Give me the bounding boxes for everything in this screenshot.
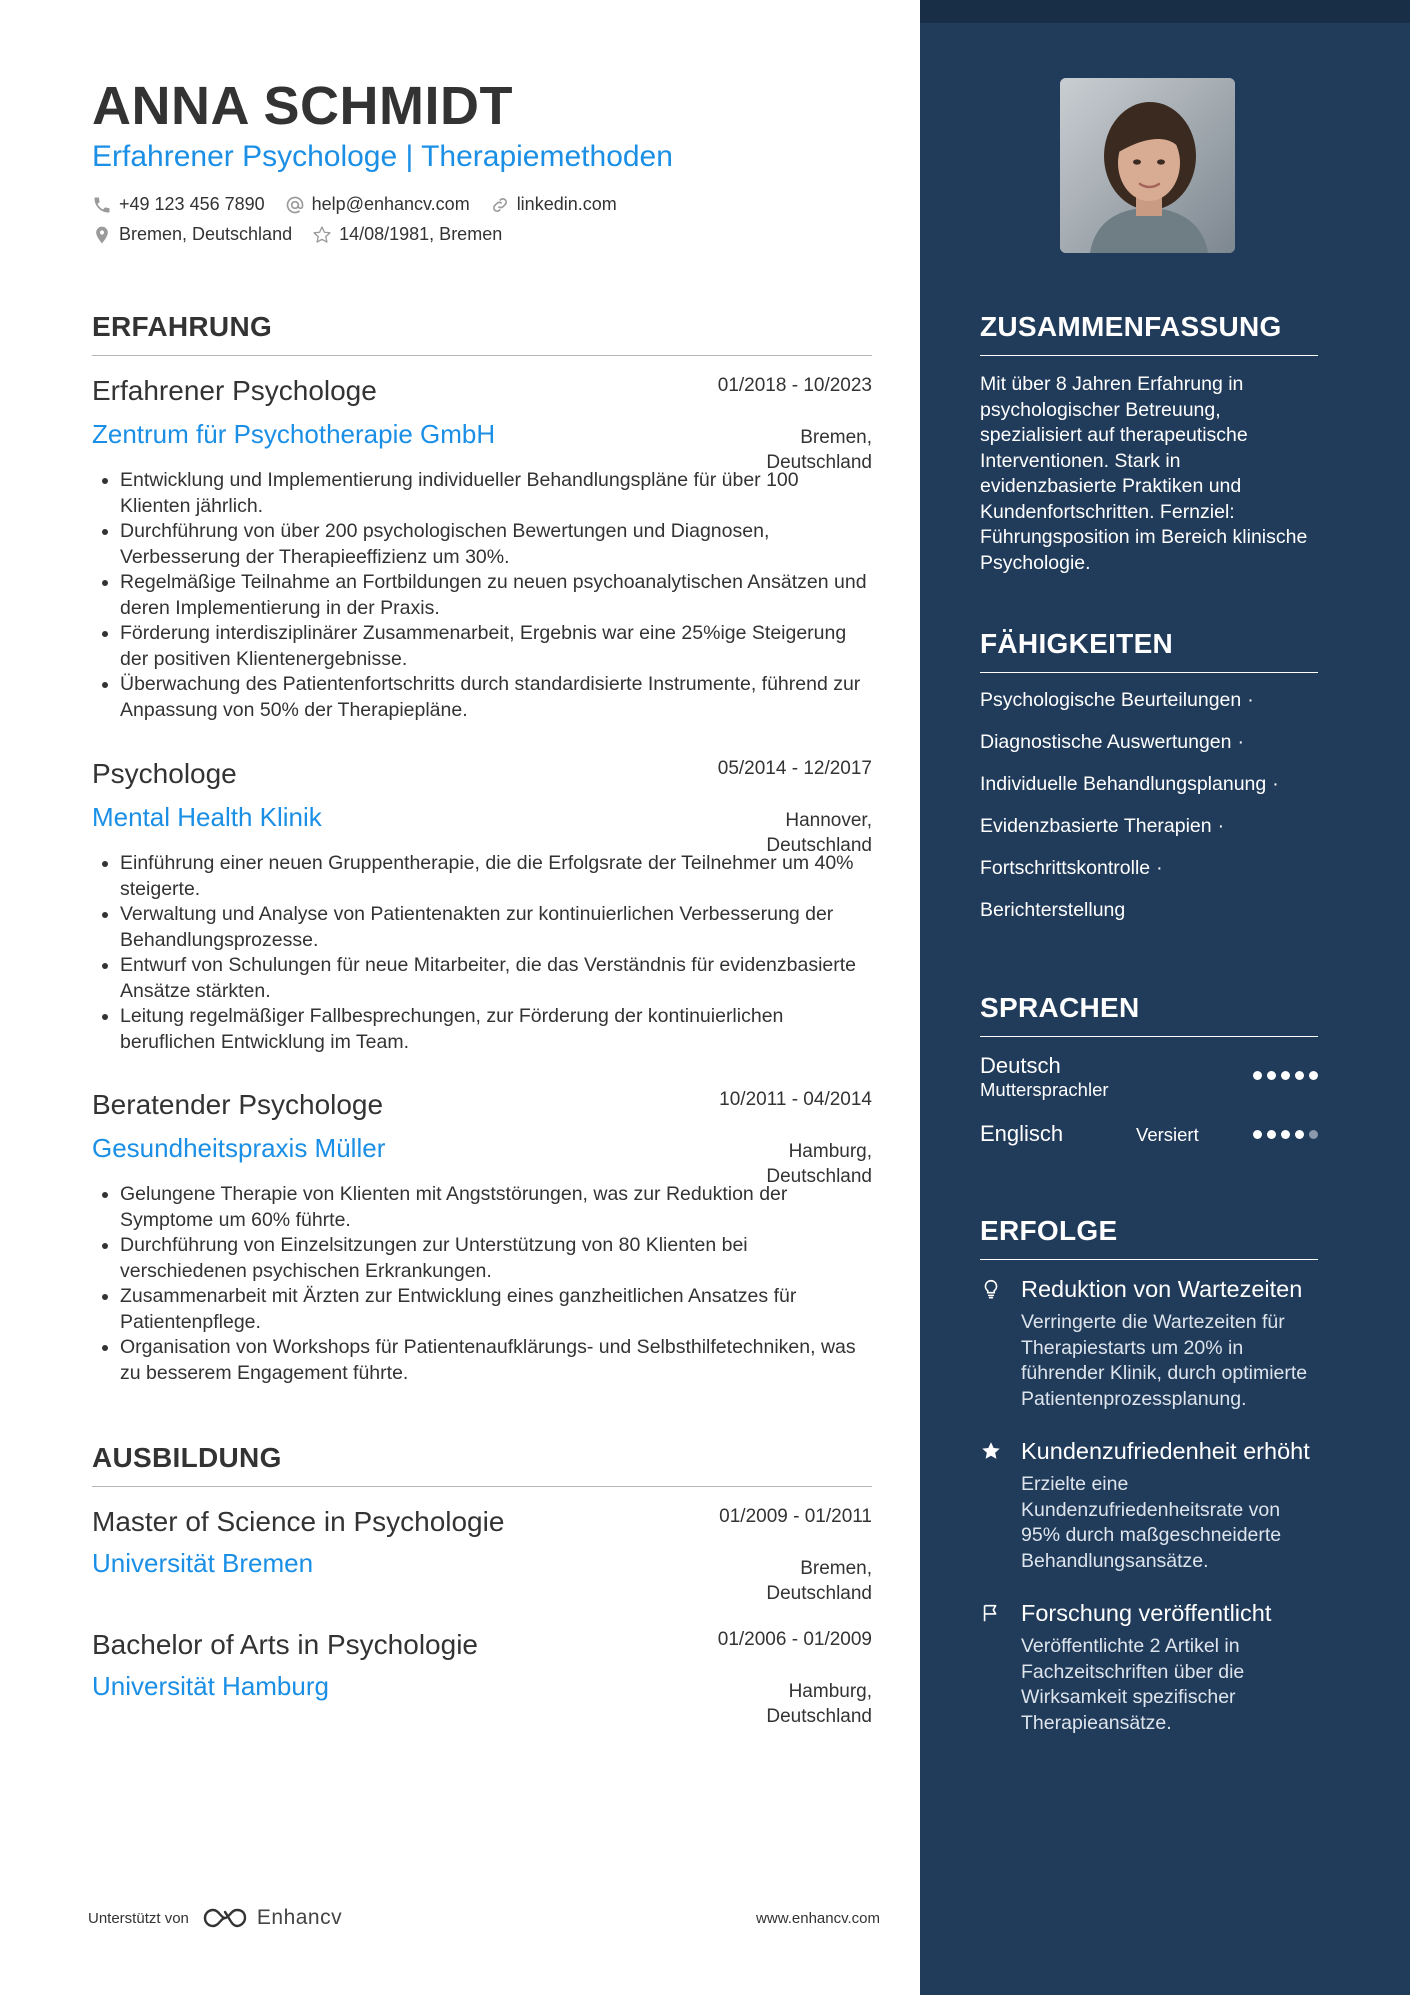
powered-by-text: Unterstützt von [88,1909,189,1927]
job-country: Deutschland [766,452,872,473]
rating-dot-empty [1309,1130,1318,1139]
job-bullet: • Durchführung von über 200 psychologischen Bewertungen und Diagnosen, Verbesserung der Therapieeffizienz um 30%. [120,519,872,570]
skill-label: Individuelle Behandlungsplanung [980,773,1267,795]
job-country: Deutschland [766,835,872,856]
portrait-image [1060,78,1235,253]
location-pin-icon [92,225,112,245]
job-1 [92,373,872,723]
education-school[interactable]: Universität Bremen [92,1548,314,1578]
rating-dot-filled [1295,1130,1304,1139]
powered-by[interactable] [88,1905,342,1931]
education-dates: 01/2009 - 01/2011 [719,1506,872,1527]
brand-name: Enhancv [256,1906,343,1929]
job-bullet: • Förderung interdisziplinärer Zusammenarbeit, Ergebnis war eine 25%ige Steigerung der positiven Klientenergebnisse. [120,621,872,672]
flag-icon [980,1602,1002,1624]
job-bullet: • Entwicklung und Implementierung individueller Behandlungspläne für über 100 Klienten jährlich. [120,468,872,519]
education-city: Hamburg, [788,1681,872,1702]
link-icon [490,195,510,215]
linkedin-text: linkedin.com [516,194,617,214]
skill-separator: · [1247,689,1254,711]
email-text: help@enhancv.com [311,194,470,214]
job-bullet: • Verwaltung und Analyse von Patientenakten zur kontinuierlichen Verbesserung der Behandlungsprozesse. [120,902,872,953]
contact-row-2 [92,224,522,245]
education-location [672,1556,872,1606]
achievement-text: Erzielte eine Kundenzufriedenheitsrate von 95% durch maßgeschneiderte Behandlungsansätze. [1021,1473,1282,1572]
education-country: Deutschland [766,1583,872,1604]
rating-dot-filled [1253,1071,1262,1080]
job-bullet: • Gelungene Therapie von Klienten mit Angststörungen, was zur Reduktion der Symptome um 60% führte. [120,1182,872,1233]
job-role: Erfahrener Psychologe [92,375,377,406]
phone-icon [92,195,112,215]
job-city: Bremen, [800,427,872,448]
job-bullets [92,468,872,723]
language-rating [1248,1071,1318,1080]
job-company[interactable]: Gesundheitspraxis Müller [92,1133,386,1163]
job-bullet: • Zusammenarbeit mit Ärzten zur Entwicklung eines ganzheitlichen Ansatzes für Patientenpflege. [120,1284,872,1335]
achievement-title: Forschung veröffentlicht [1021,1600,1272,1626]
skill-item [980,855,1318,881]
education-city: Bremen, [800,1558,872,1579]
skill-item [980,771,1318,797]
location [92,224,292,245]
linkedin[interactable] [490,194,617,215]
job-3 [92,1087,872,1386]
phone[interactable] [92,194,265,215]
location-text: Bremen, Deutschland [119,224,293,244]
job-role: Psychologe [92,758,237,789]
achievement-title: Kundenzufriedenheit erhöht [1021,1438,1310,1464]
languages-heading: SPRACHEN [980,992,1318,1037]
skill-item [980,813,1318,839]
email[interactable] [285,194,470,215]
skill-separator: · [1156,857,1163,879]
job-bullet: • Organisation von Workshops für Patientenaufklärungs- und Selbsthilfetechniken, was zu besserem Engagement führte. [120,1335,872,1386]
skill-label: Fortschrittskontrolle [980,857,1151,879]
language-level: Muttersprachler [980,1079,1109,1100]
skill-item [980,897,1318,923]
education-heading: AUSBILDUNG [92,1442,872,1487]
job-city: Hamburg, [788,1141,872,1162]
rating-dot-filled [1309,1071,1318,1080]
rating-dot-filled [1295,1071,1304,1080]
achievement-text: Verringerte die Wartezeiten für Therapiestarts um 20% in führender Klinik, durch optimierte Patientenprozessplanung. [1021,1311,1308,1410]
job-location [672,808,872,858]
education-school[interactable]: Universität Hamburg [92,1671,329,1701]
enhancv-logo-icon [201,1905,249,1931]
at-icon [285,195,305,215]
job-country: Deutschland [766,1166,872,1187]
education-item-1 [92,1504,872,1604]
footer [88,1905,880,1931]
job-dates: 10/2011 - 04/2014 [719,1089,872,1110]
language-name: Deutsch [980,1053,1061,1078]
skill-separator: · [1237,731,1244,753]
skill-label: Diagnostische Auswertungen [980,731,1232,753]
summary-heading: ZUSAMMENFASSUNG [980,311,1318,356]
achievements-heading: ERFOLGE [980,1215,1318,1260]
job-bullets [92,851,872,1055]
language-level: Versiert [1136,1124,1199,1145]
phone-text: +49 123 456 7890 [119,194,265,214]
language-item [980,1053,1318,1121]
rating-dot-filled [1253,1130,1262,1139]
profile-photo [1060,78,1235,253]
education-item-2 [92,1627,872,1727]
skills-heading: FÄHIGKEITEN [980,628,1318,673]
job-bullet: • Durchführung von Einzelsitzungen zur Unterstützung von 80 Klienten bei verschiedenen psychischen Erkrankungen. [120,1233,872,1284]
achievement-item [980,1274,1318,1412]
education-degree: Master of Science in Psychologie [92,1506,505,1537]
education-country: Deutschland [766,1706,872,1727]
job-dates: 01/2018 - 10/2023 [717,375,872,396]
achievement-text: Veröffentlichte 2 Artikel in Fachzeitschriften über die Wirksamkeit spezifischer Therapieansätze. [1021,1635,1245,1734]
summary-text: Mit über 8 Jahren Erfahrung in psychologischer Betreuung, spezialisiert auf therapeutische Interventionen. Stark in evidenzbasierte Praktiken und Kundenfortschritten. Fernziel: Führungsposition im Bereich klinische Psychologie. [980,373,1308,574]
rating-dot-filled [1281,1130,1290,1139]
education-location [672,1679,872,1729]
skill-label: Psychologische Beurteilungen [980,689,1242,711]
achievements-section [980,1215,1318,1760]
footer-url[interactable]: www.enhancv.com [756,1909,880,1927]
job-dates: 05/2014 - 12/2017 [717,758,872,779]
skill-label: Berichterstellung [980,899,1126,921]
job-location [672,1139,872,1189]
job-bullet: • Leitung regelmäßiger Fallbesprechungen, zur Förderung der kontinuierlichen beruflichen Entwicklung im Team. [120,1004,872,1055]
languages-section [980,992,1318,1179]
skill-separator: · [1217,815,1225,837]
education-degree: Bachelor of Arts in Psychologie [92,1629,478,1660]
job-bullet: • Regelmäßige Teilnahme an Fortbildungen zu neuen psychoanalytischen Ansätzen und deren Implementierung in der Praxis. [120,570,872,621]
job-location [672,425,872,475]
candidate-title: Erfahrener Psychologe | Therapiemethoden [92,140,673,173]
language-rating [1248,1130,1318,1139]
language-name: Englisch [980,1121,1064,1146]
language-item [980,1121,1318,1179]
skill-item [980,687,1318,713]
birth-text: 14/08/1981, Bremen [339,224,503,244]
job-city: Hannover, [785,810,872,831]
education-dates: 01/2006 - 01/2009 [717,1629,872,1650]
skill-item [980,729,1318,755]
rating-dot-filled [1281,1071,1290,1080]
achievement-title: Reduktion von Wartezeiten [1021,1276,1303,1302]
job-bullet: • Überwachung des Patientenfortschritts durch standardisierte Instrumente, führend zur Anpassung von 50% der Therapiepläne. [120,672,872,723]
experience-heading: ERFAHRUNG [92,311,872,356]
lightbulb-icon [980,1278,1002,1300]
job-company[interactable]: Zentrum für Psychotherapie GmbH [92,419,496,449]
contact-row-1 [92,194,637,215]
achievement-item [980,1598,1318,1736]
star-outline-icon [312,225,332,245]
job-bullet: • Entwurf von Schulungen für neue Mitarbeiter, die das Verständnis für evidenzbasierte Ansätze stärkten. [120,953,872,1004]
rating-dot-filled [1267,1071,1276,1080]
skills-section [980,628,1318,939]
job-bullets [92,1182,872,1386]
rating-dot-filled [1267,1130,1276,1139]
birth [312,224,502,245]
sidebar-top-bar [920,0,1410,23]
job-company[interactable]: Mental Health Klinik [92,802,322,832]
job-bullet: • Einführung einer neuen Gruppentherapie, die die Erfolgsrate der Teilnehmer um 40% steigerte. [120,851,872,902]
achievement-item [980,1436,1318,1574]
job-2 [92,756,872,1055]
skill-label: Evidenzbasierte Therapien [980,815,1212,837]
summary-section [980,311,1318,576]
job-role: Beratender Psychologe [92,1089,384,1120]
candidate-name: ANNA SCHMIDT [92,76,513,136]
skill-separator: · [1272,773,1279,795]
star-icon [980,1440,1002,1462]
